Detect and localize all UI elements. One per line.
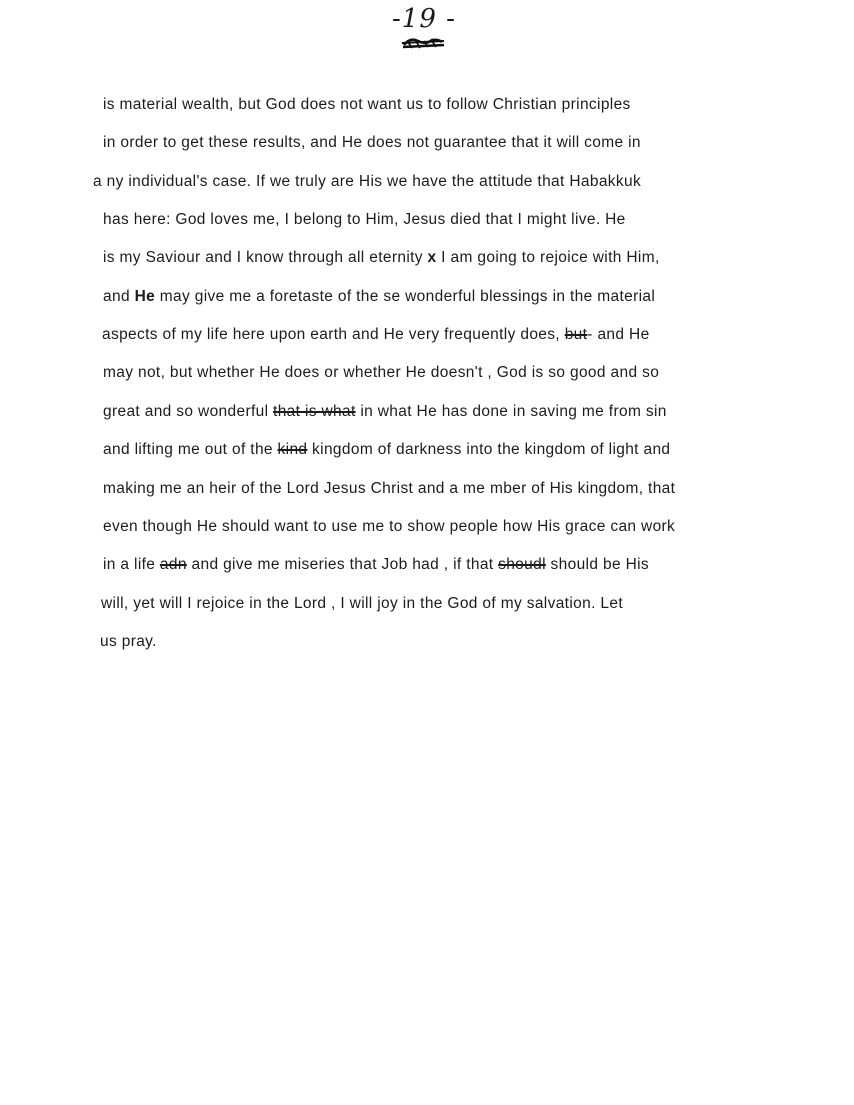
page-number: -19 - [392,4,456,34]
text-run: should be His [545,556,650,574]
text-run: us pray. [100,632,157,650]
text-run: aspects of my life here upon earth and He very frequently does, [102,326,565,344]
text-run: is my Saviour and I know through all eternity [103,249,428,267]
text-line [93,172,641,192]
text-run: making me an heir of the Lord Jesus Christ and a me mber of His kingdom, that [103,479,676,497]
text-run: may give me a foretaste of the se wonderful blessings in the material [155,287,656,305]
overtyped-text: x [427,249,437,267]
text-line [103,248,660,268]
text-run: is material wealth, but God does not want us to follow Christian principles [103,96,631,113]
text-line [103,287,655,307]
overtyped-text: He [134,287,156,305]
text-line [103,479,675,499]
text-line [100,632,157,652]
struck-word: kind [277,441,308,459]
text-run: - and He [587,326,650,344]
text-line [103,402,667,422]
text-run: and lifting me out of the [103,441,278,459]
text-run: I am going to rejoice with Him, [436,249,660,267]
struck-word: but [564,326,588,344]
text-run: kingdom of darkness into the kingdom of light and [307,441,671,459]
text-run: will, yet will I rejoice in the Lord , I will joy in the God of my salvation. Let [101,594,623,612]
text-run: in what He has done in saving me from sin [355,402,667,420]
text-run: great and so wonderful [103,402,274,420]
text-line [103,210,626,230]
text-run: has here: God loves me, I belong to Him, Jesus died that I might live. He [103,211,626,229]
struck-word: that is what [273,402,356,420]
text-run: and [103,287,135,305]
text-line [102,325,650,345]
text-run: in a life [103,556,160,574]
text-line [103,440,670,460]
struck-word: shoudl [498,556,546,574]
text-run: may not, but whether He does or whether He doesn't , God is so good and so [103,364,660,382]
text-line [103,555,649,575]
text-line [101,594,623,614]
struck-word: adn [159,556,187,574]
text-line [103,363,659,383]
text-run: and give me miseries that Job had , if that [186,556,499,574]
text-run: even though He should want to use me to show people how His grace can work [103,517,676,535]
text-line [103,133,641,153]
text-line [103,517,675,537]
text-run: a ny individual's case. If we truly are His we have the attitude that Habakkuk [93,172,642,190]
text-line [103,95,631,115]
text-run: in order to get these results, and He does not guarantee that it will come in [103,134,641,152]
